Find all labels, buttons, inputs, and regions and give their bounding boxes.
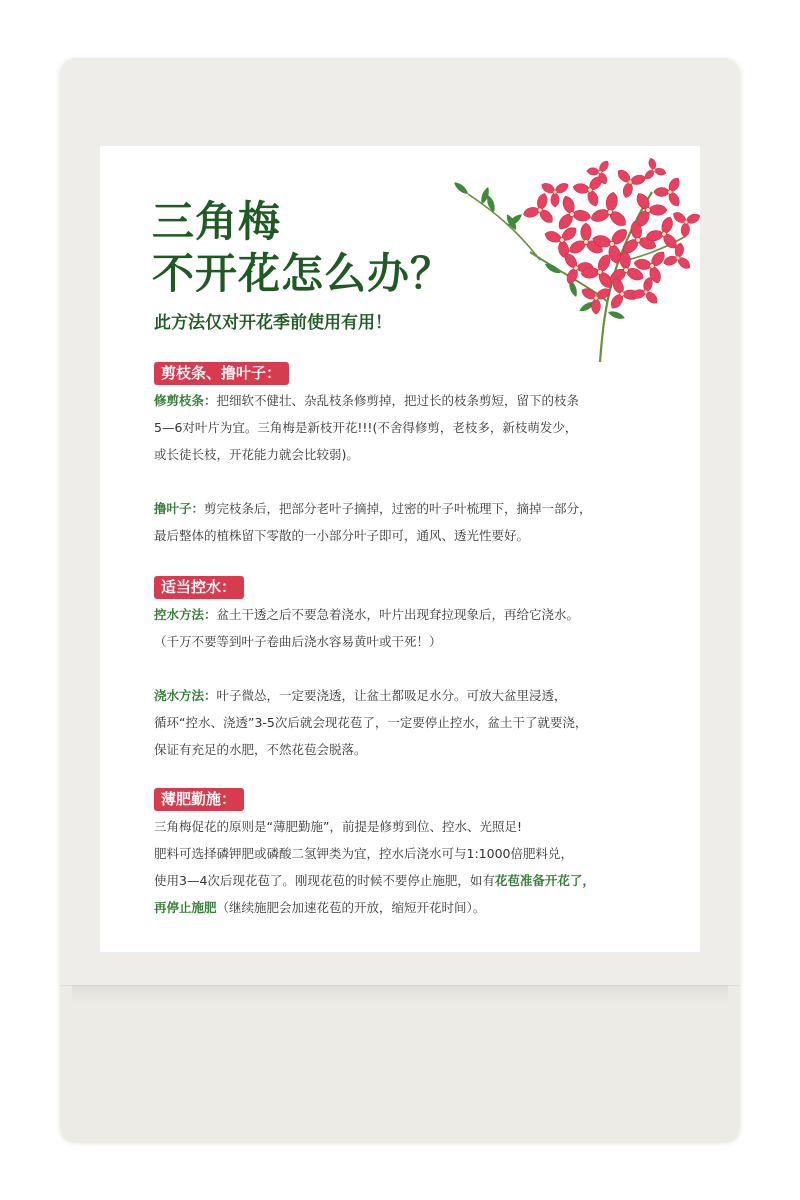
prune-label-1: 修剪枝条： — [154, 393, 217, 408]
prune-p1-line-3: 或长徒长枝，开花能力就会比较弱)。 — [154, 447, 359, 462]
backdrop-frame-lower — [60, 985, 740, 1143]
fertilize-line-3: 使用3—4次后现花苞了。刚现花苞的时候不要停止施肥，如有 — [154, 873, 495, 888]
fertilize-line-4-highlight: 再停止施肥 — [154, 900, 217, 915]
title-line-2: 不开花怎么办？ — [152, 249, 454, 298]
water-p2-line-1: 叶子微怂，一定要浇透，让盆土都吸足水分。可放大盆里浸透， — [216, 688, 567, 703]
section-heading-fertilize: 薄肥勤施： — [154, 788, 244, 811]
water-paragraph-2 — [154, 682, 674, 763]
fertilize-line-4: （继续施肥会加速花苞的开放，缩短开花时间）。 — [216, 900, 486, 915]
water-p2-line-2: 循环“控水、浇透”3-5次后就会现花苞了，一定要停止控水，盆土干了就要浇， — [154, 715, 588, 730]
prune-p2-line-1: 剪完枝条后，把部分老叶子摘掉，过密的叶子叶梳理下，摘掉一部分， — [204, 501, 592, 516]
prune-p2-line-2: 最后整体的植株留下零散的一小部分叶子即可，通风、透光性要好。 — [154, 528, 530, 543]
prune-label-2: 撸叶子： — [154, 501, 205, 516]
title-line-1: 三角梅 — [152, 197, 282, 246]
page-title — [152, 196, 453, 300]
bougainvillea-illustration — [450, 152, 700, 372]
water-p1-line-2: （千万不要等到叶子卷曲后浇水容易黄叶或干死！） — [154, 634, 442, 649]
water-paragraph-1 — [154, 601, 674, 655]
section-water — [154, 576, 674, 763]
fertilize-line-1: 三角梅促花的原则是“薄肥勤施”，前提是修剪到位、控水、光照足! — [154, 819, 522, 834]
water-p2-line-3: 保证有充足的水肥，不然花苞会脱落。 — [154, 742, 367, 757]
water-label-2: 浇水方法： — [154, 688, 217, 703]
prune-p1-line-1: 把细软不健壮、杂乱枝条修剪掉，把过长的枝条剪短，留下的枝条 — [216, 393, 580, 408]
prune-paragraph-1 — [154, 387, 674, 468]
section-fertilize — [154, 788, 674, 921]
prune-paragraph-2 — [154, 495, 674, 549]
prune-p1-line-2: 5—6对叶片为宜。三角梅是新枝开花!!!(不舍得修剪，老枝多，新枝萌发少， — [154, 420, 578, 435]
section-heading-prune: 剪枝条、撸叶子： — [154, 362, 289, 385]
fertilize-line-3-highlight: 花苞准备开花了， — [494, 873, 595, 888]
poster-sheet — [100, 146, 700, 952]
backdrop-shadow — [72, 985, 728, 1003]
water-label-1: 控水方法： — [154, 607, 217, 622]
water-p1-line-1: 盆土干透之后不要急着浇水，叶片出现耷拉现象后，再给它浇水。 — [216, 607, 580, 622]
fertilize-line-2: 肥料可选择磷钾肥或磷酸二氢钾类为宜，控水后浇水可与1:1000倍肥料兑， — [154, 846, 573, 861]
section-prune — [154, 362, 674, 549]
section-heading-water: 适当控水： — [154, 576, 244, 599]
page-subtitle: 此方法仅对开花季前使用有用！ — [154, 313, 392, 333]
fertilize-paragraph — [154, 813, 674, 921]
